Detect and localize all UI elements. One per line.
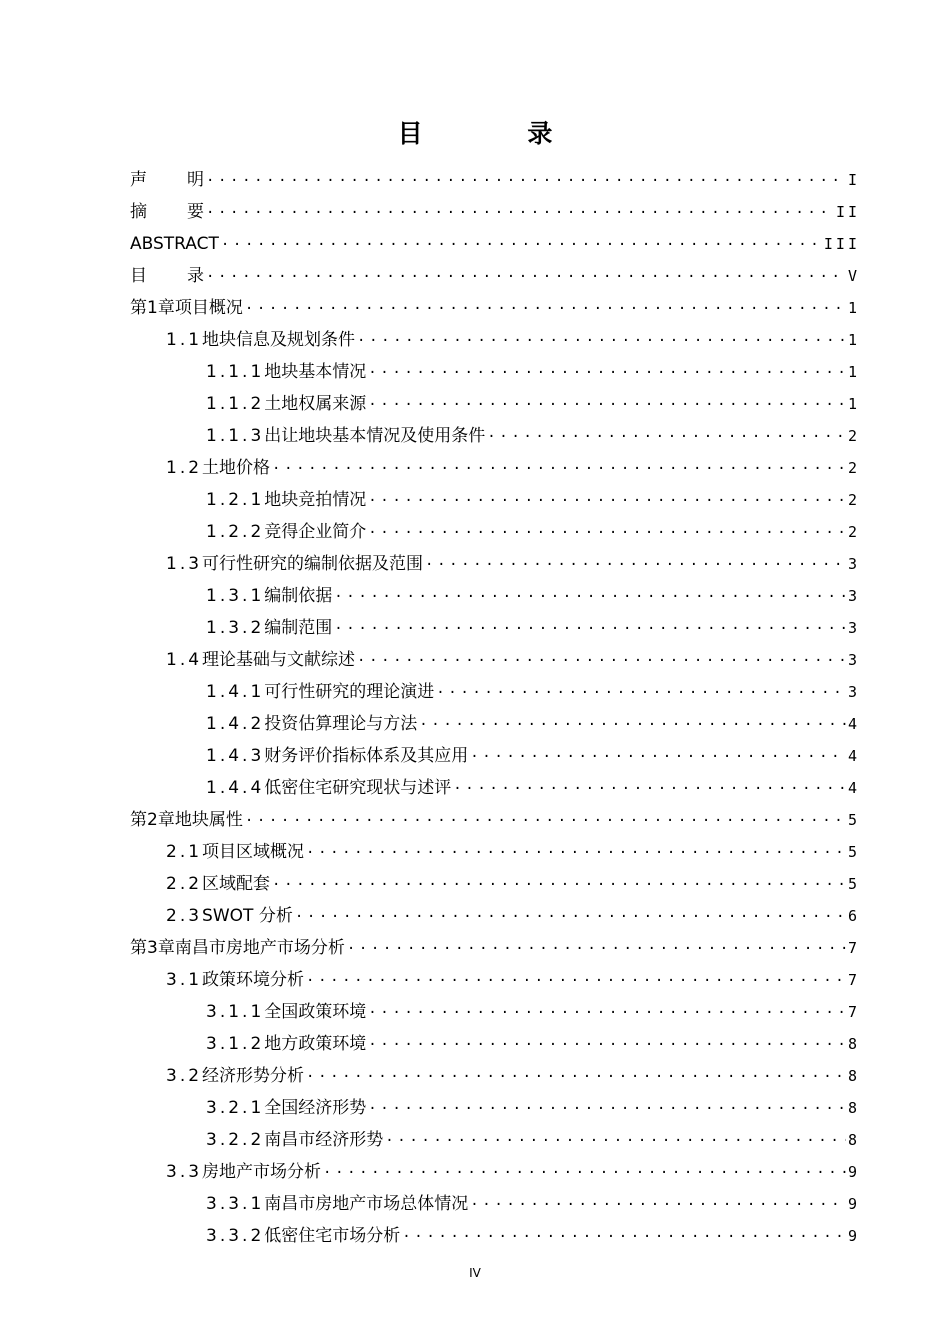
toc-entry-label: 地块竞拍情况 — [264, 490, 367, 510]
toc-entry-page: 9 — [847, 1227, 860, 1245]
toc-entry[interactable] — [130, 1028, 860, 1060]
toc-leader-dots — [334, 577, 846, 609]
toc-entry-label: 土地价格 — [202, 458, 271, 478]
toc-leader-dots — [470, 1185, 846, 1217]
toc-entry-number: 第2章 — [130, 810, 175, 830]
toc-entry-label: 摘要 — [130, 202, 204, 222]
toc-entry-label: 投资估算理论与方法 — [264, 714, 418, 734]
toc-entry[interactable] — [130, 324, 860, 356]
toc-entry[interactable] — [130, 740, 860, 772]
toc-entry-number: 1.4.1 — [206, 682, 265, 702]
toc-entry-page: 1 — [847, 363, 860, 381]
toc-entry-page: 8 — [847, 1099, 860, 1117]
toc-entry-page: 8 — [847, 1131, 860, 1149]
toc-entry-label: ABSTRACT — [130, 234, 219, 254]
toc-leader-dots — [368, 481, 846, 513]
toc-leader-dots — [357, 641, 846, 673]
toc-entry[interactable] — [130, 964, 860, 996]
toc-leader-dots — [206, 257, 846, 289]
toc-entry[interactable] — [130, 388, 860, 420]
toc-entry-number: 3.2.1 — [206, 1098, 265, 1118]
toc-entry-number: 1.4.2 — [206, 714, 265, 734]
toc-entry[interactable] — [130, 196, 860, 228]
toc-entry-label: 理论基础与文献综述 — [202, 650, 356, 670]
toc-entry-page: 1 — [847, 331, 860, 349]
toc-entry-label: 土地权属来源 — [264, 394, 367, 414]
toc-leader-dots — [436, 673, 846, 705]
toc-entry[interactable] — [130, 644, 860, 676]
toc-entry-page: 4 — [847, 715, 860, 733]
toc-entry-page: 1 — [847, 299, 860, 317]
toc-leader-dots — [306, 961, 846, 993]
toc-entry-page: 7 — [847, 971, 860, 989]
toc-leader-dots — [245, 801, 846, 833]
toc-entry-number: 3.1.2 — [206, 1034, 265, 1054]
toc-entry[interactable] — [130, 804, 860, 836]
toc-entry-label: 编制依据 — [264, 586, 333, 606]
toc-entry-label: 地块基本情况 — [264, 362, 367, 382]
toc-entry-number: 2.1 — [166, 842, 203, 862]
toc-entry-label: 政策环境分析 — [202, 970, 305, 990]
toc-entry-label: 全国经济形势 — [264, 1098, 367, 1118]
toc-entry-label: 南昌市经济形势 — [264, 1130, 384, 1150]
toc-leader-dots — [368, 1089, 846, 1121]
toc-entry[interactable] — [130, 1188, 860, 1220]
toc-entry[interactable] — [130, 1156, 860, 1188]
toc-leader-dots — [487, 417, 846, 449]
toc-entry[interactable] — [130, 580, 860, 612]
toc-leader-dots — [306, 833, 846, 865]
toc-entry-number: 3.3.2 — [206, 1226, 265, 1246]
toc-leader-dots — [368, 993, 846, 1025]
toc-leader-dots — [368, 385, 846, 417]
toc-entry[interactable] — [130, 772, 860, 804]
toc-entry-number: 1.4.4 — [206, 778, 265, 798]
toc-entry-number: 1.1.1 — [206, 362, 265, 382]
toc-leader-dots — [323, 1153, 846, 1185]
toc-entry-page: 9 — [847, 1195, 860, 1213]
toc-entry-number: 1.1.3 — [206, 426, 265, 446]
toc-entry-number: 3.3.1 — [206, 1194, 265, 1214]
toc-entry-label: 南昌市房地产市场分析 — [174, 938, 345, 958]
toc-entry-page: 4 — [847, 747, 860, 765]
toc-leader-dots — [402, 1217, 846, 1249]
toc-entry-label: 地块属性 — [174, 810, 243, 830]
toc-entry-page: 5 — [847, 843, 860, 861]
toc-entry[interactable] — [130, 292, 860, 324]
toc-entry-number: 3.2.2 — [206, 1130, 265, 1150]
toc-entry-label: 低密住宅研究现状与述评 — [264, 778, 452, 798]
toc-leader-dots — [306, 1057, 846, 1089]
toc-entry-page: 2 — [847, 427, 860, 445]
toc-entry[interactable] — [130, 836, 860, 868]
toc-entry[interactable] — [130, 164, 860, 196]
toc-entry-page: 7 — [847, 939, 860, 957]
toc-entry-label: 区域配套 — [202, 874, 271, 894]
toc-entry-label: 编制范围 — [264, 618, 333, 638]
toc-entry[interactable] — [130, 452, 860, 484]
toc-leader-dots — [272, 865, 846, 897]
toc-leader-dots — [419, 705, 846, 737]
toc-entry-number: 1.2.1 — [206, 490, 265, 510]
toc-entry-page: 8 — [847, 1035, 860, 1053]
toc-entry[interactable] — [130, 420, 860, 452]
toc-entry[interactable] — [130, 516, 860, 548]
toc-entry-page: V — [847, 267, 860, 285]
toc-entry-number: 第3章 — [130, 938, 175, 958]
toc-entry[interactable] — [130, 868, 860, 900]
toc-entry-number: 1.4.3 — [206, 746, 265, 766]
toc-entry-label: 地块信息及规划条件 — [202, 330, 356, 350]
toc-entry-number: 3.2 — [166, 1066, 203, 1086]
toc-entry-number: 1.2.2 — [206, 522, 265, 542]
toc-entry-label: 全国政策环境 — [264, 1002, 367, 1022]
toc-entry-page: 5 — [847, 875, 860, 893]
toc-entry[interactable] — [130, 676, 860, 708]
toc-entry-label: 低密住宅市场分析 — [264, 1226, 401, 1246]
toc-leader-dots — [245, 289, 846, 321]
toc-entry-label: 地方政策环境 — [264, 1034, 367, 1054]
toc-entry[interactable] — [130, 612, 860, 644]
toc-leader-dots — [453, 769, 846, 801]
toc-entry-page: 4 — [847, 779, 860, 797]
toc-leader-dots — [368, 1025, 846, 1057]
toc-entry-number: 1.1.2 — [206, 394, 265, 414]
toc-entry-label: 项目区域概况 — [202, 842, 305, 862]
toc-entry[interactable] — [130, 228, 860, 260]
toc-entry[interactable] — [130, 932, 860, 964]
toc-entry[interactable] — [130, 548, 860, 580]
toc-leader-dots — [206, 193, 834, 225]
toc-entry-label: 声明 — [130, 170, 204, 190]
toc-entry-label: SWOT 分析 — [202, 906, 293, 926]
toc-leader-dots — [272, 449, 846, 481]
toc-entry-page: III — [823, 235, 860, 253]
page-title: 目 录 — [397, 119, 601, 148]
toc-leader-dots — [295, 897, 846, 929]
toc-entry-page: 3 — [847, 683, 860, 701]
toc-entry[interactable] — [130, 356, 860, 388]
toc-entry-label: 南昌市房地产市场总体情况 — [264, 1194, 469, 1214]
toc-entry-number: 3.1.1 — [206, 1002, 265, 1022]
toc-entry-page: 3 — [847, 555, 860, 573]
table-of-contents — [130, 164, 860, 1252]
toc-leader-dots — [425, 545, 846, 577]
toc-entry-page: 3 — [847, 619, 860, 637]
toc-entry[interactable] — [130, 1124, 860, 1156]
toc-entry-page: 2 — [847, 523, 860, 541]
toc-entry-label: 经济形势分析 — [202, 1066, 305, 1086]
page-number: IV — [469, 1266, 481, 1280]
toc-entry-page: II — [835, 203, 860, 221]
toc-entry-label: 房地产市场分析 — [202, 1162, 322, 1182]
toc-entry-number: 2.2 — [166, 874, 203, 894]
toc-entry[interactable] — [130, 996, 860, 1028]
toc-leader-dots — [368, 513, 846, 545]
toc-entry-label: 可行性研究的编制依据及范围 — [202, 554, 424, 574]
toc-entry-number: 1.2 — [166, 458, 203, 478]
toc-entry-number: 1.3.1 — [206, 586, 265, 606]
toc-entry[interactable] — [130, 484, 860, 516]
toc-entry-number: 1.3.2 — [206, 618, 265, 638]
toc-entry-page: 2 — [847, 491, 860, 509]
toc-entry-label: 可行性研究的理论演进 — [264, 682, 435, 702]
toc-entry-page: 9 — [847, 1163, 860, 1181]
toc-leader-dots — [385, 1121, 846, 1153]
toc-entry-page: 3 — [847, 651, 860, 669]
toc-entry-page: 2 — [847, 459, 860, 477]
toc-entry[interactable] — [130, 260, 860, 292]
toc-entry-number: 3.3 — [166, 1162, 203, 1182]
toc-entry-number: 1.3 — [166, 554, 203, 574]
toc-leader-dots — [206, 161, 846, 193]
toc-entry-page: 5 — [847, 811, 860, 829]
toc-leader-dots — [334, 609, 846, 641]
toc-entry-page: 8 — [847, 1067, 860, 1085]
toc-entry-number: 第1章 — [130, 298, 175, 318]
toc-entry-number: 2.3 — [166, 906, 203, 926]
toc-entry-page: 6 — [847, 907, 860, 925]
toc-entry[interactable] — [130, 708, 860, 740]
toc-entry[interactable] — [130, 1092, 860, 1124]
toc-entry-label: 财务评价指标体系及其应用 — [264, 746, 469, 766]
toc-entry-page: I — [847, 171, 860, 189]
toc-entry[interactable] — [130, 1060, 860, 1092]
toc-entry-label: 目录 — [130, 266, 204, 286]
toc-entry-number: 3.1 — [166, 970, 203, 990]
toc-entry[interactable] — [130, 1220, 860, 1252]
toc-entry-page: 1 — [847, 395, 860, 413]
toc-entry-number: 1.4 — [166, 650, 203, 670]
toc-entry-page: 3 — [847, 587, 860, 605]
toc-entry-label: 项目概况 — [174, 298, 243, 318]
toc-leader-dots — [221, 225, 822, 257]
toc-entry-page: 7 — [847, 1003, 860, 1021]
toc-leader-dots — [347, 929, 846, 961]
toc-entry-label: 出让地块基本情况及使用条件 — [264, 426, 486, 446]
toc-entry[interactable] — [130, 900, 860, 932]
toc-entry-label: 竞得企业简介 — [264, 522, 367, 542]
toc-entry-number: 1.1 — [166, 330, 203, 350]
toc-leader-dots — [368, 353, 846, 385]
toc-leader-dots — [470, 737, 846, 769]
toc-leader-dots — [357, 321, 846, 353]
